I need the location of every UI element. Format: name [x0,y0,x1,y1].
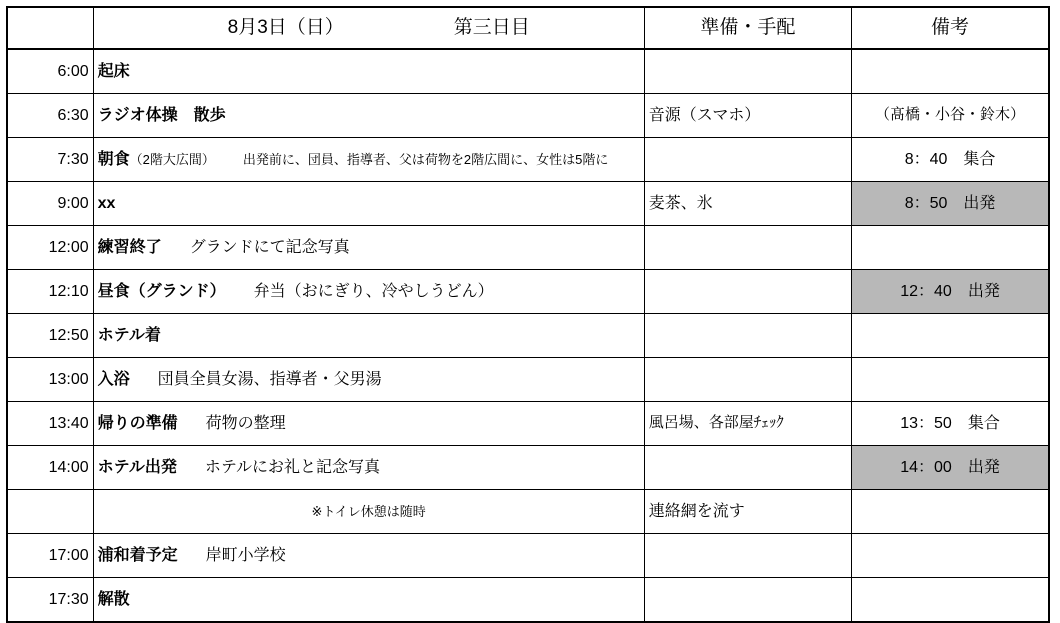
row-time: 13:40 [7,402,93,446]
row-note: 12：40 出発 [852,270,1049,314]
row-activity [93,94,644,138]
header-note-cell: 備考 [852,7,1049,49]
row-activity-label: ホテル出発 [97,458,177,476]
row-activity-label: 浦和着予定 [97,546,178,564]
table-row [7,534,1049,578]
row-activity [93,49,644,94]
table-row [7,94,1049,138]
row-activity [93,402,644,446]
row-note [852,578,1049,623]
row-prep [644,226,851,270]
row-activity-detail: 荷物の整理 [205,414,286,432]
row-note: 13：50 集合 [852,402,1049,446]
table-header-row [7,7,1049,49]
row-activity-label: 朝食 [97,150,130,168]
row-activity-detail: 団員全員女湯、指導者・父男湯 [157,370,382,388]
row-activity-detail: グランドにて記念写真 [189,238,350,256]
row-prep: 風呂場、各部屋ﾁｪｯｸ [644,402,851,446]
row-prep: 連絡網を流す [644,490,851,534]
row-prep [644,446,851,490]
row-activity-sublabel: （2階大広間） [129,151,215,167]
table-row [7,138,1049,182]
row-time: 6:30 [7,94,93,138]
row-time: 12:10 [7,270,93,314]
row-prep: 音源（スマホ） [644,94,851,138]
row-prep [644,358,851,402]
row-activity-label: 帰りの準備 [97,414,178,432]
row-activity-detail: ホテルにお礼と記念写真 [204,458,381,476]
header-prep-cell: 準備・手配 [644,7,851,49]
row-time: 12:50 [7,314,93,358]
row-time: 9:00 [7,182,93,226]
row-note: 8：50 出発 [852,182,1049,226]
table-row [7,182,1049,226]
row-activity [93,578,644,623]
row-prep [644,138,851,182]
row-time: 7:30 [7,138,93,182]
row-activity-label: 昼食（グランド） [97,282,226,300]
row-activity-label: 練習終了 [97,238,162,256]
table-row [7,446,1049,490]
table-row [7,314,1049,358]
header-blank-cell [7,7,93,49]
row-time: 6:00 [7,49,93,94]
row-note [852,314,1049,358]
table-row [7,402,1049,446]
row-prep [644,534,851,578]
row-note: （髙橋・小谷・鈴木） [852,94,1049,138]
row-activity-label: 起床 [97,62,130,80]
row-activity [93,534,644,578]
row-activity [93,182,644,226]
row-note [852,226,1049,270]
table-row [7,490,1049,534]
header-date: 8月3日（日） [227,16,344,38]
table-row [7,49,1049,94]
row-prep [644,270,851,314]
row-prep: 麦茶、氷 [644,182,851,226]
row-time: 17:00 [7,534,93,578]
row-note [852,490,1049,534]
schedule-table [6,6,1050,623]
row-activity-detail: 弁当（おにぎり、冷やしうどん） [253,282,494,300]
row-prep [644,49,851,94]
row-activity [93,314,644,358]
row-activity [93,270,644,314]
header-day-label: 第三日目 [453,16,530,38]
row-activity-label: xx [97,194,116,212]
row-time: 12:00 [7,226,93,270]
row-activity-detail: 出発前に、団員、指導者、父は荷物を2階広間に、女性は5階に [242,151,609,167]
row-time: 17:30 [7,578,93,623]
row-time: 13:00 [7,358,93,402]
table-row [7,358,1049,402]
table-row [7,270,1049,314]
row-time [7,490,93,534]
row-activity [93,446,644,490]
row-activity-label: 解散 [97,590,130,608]
row-time: 14:00 [7,446,93,490]
row-prep [644,314,851,358]
row-activity-label: ホテル着 [97,326,161,344]
table-row [7,226,1049,270]
row-note [852,49,1049,94]
row-activity-label: 入浴 [97,370,130,388]
header-date-cell [93,7,644,49]
row-activity [93,138,644,182]
row-activity-detail: 岸町小学校 [205,546,286,564]
row-activity [93,490,644,534]
row-note [852,358,1049,402]
row-activity [93,358,644,402]
row-note: 8：40 集合 [852,138,1049,182]
row-note [852,534,1049,578]
row-activity-detail: ※トイレ休憩は随時 [311,503,426,519]
row-prep [644,578,851,623]
row-activity-label: ラジオ体操 散歩 [97,106,226,124]
row-note: 14：00 出発 [852,446,1049,490]
table-row [7,578,1049,623]
row-activity [93,226,644,270]
